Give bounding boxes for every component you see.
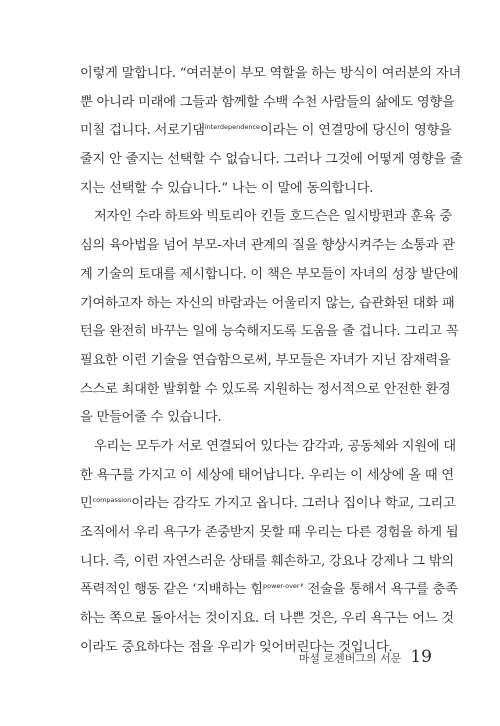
text-line: 우리는 모두가 서로 연결되어 있다는 감각과, 공동체와 지원에 대 (94, 438, 456, 454)
footnote-term-power-over: power-over (262, 582, 300, 591)
text-line: 뿐 아니라 미래에 그들과 함께할 수백 수천 사람들의 삶에도 영향을 (80, 94, 455, 110)
text-line: 필요한 이런 기술을 연습함으로써, 부모들은 자녀가 지닌 잠재력을 (80, 352, 451, 368)
text-line: 심의 육아법을 넘어 부모-자녀 관계의 질을 향상시켜주는 소통과 관 (80, 238, 455, 254)
text-line (80, 576, 458, 605)
text-line: 턴을 완전히 바꾸는 일에 능숙해지도록 도움을 줄 겁니다. 그리고 꼭 (80, 324, 459, 340)
text-fragment: 민 (80, 496, 93, 512)
body-text (80, 60, 463, 662)
text-line: 스스로 최대한 발휘할 수 있도록 지원하는 정서적으로 안전한 환경 (80, 381, 451, 397)
text-line (80, 117, 452, 146)
text-fragment: 미칠 겁니다. 서로기댐 (80, 123, 205, 139)
text-fragment: 이라는 이 연결망에 당신이 영향을 (260, 123, 452, 139)
text-line: 줄지 안 줄지는 선택할 수 없습니다. 그러나 그것에 어떻게 영향을 줄 (80, 152, 463, 168)
text-line: 니다. 즉, 이런 자연스러운 상태를 훼손하고, 강요나 강제나 그 밖의 (80, 553, 454, 569)
footnote-term-interdependence: interdependence (204, 123, 261, 132)
text-line: 저자인 수라 하트와 빅토리아 킨들 호드슨은 일시방편과 훈육 중 (94, 209, 452, 225)
page-footer (299, 647, 432, 667)
text-line: 이렇게 말합니다. “여러분이 부모 역할을 하는 방식이 여러분의 자녀 (80, 66, 462, 81)
text-line: 을 만들어줄 수 있습니다. (80, 410, 222, 426)
text-line: 계 기술의 토대를 제시합니다. 이 책은 부모들이 자녀의 성장 발단에 (80, 266, 459, 282)
footnote-term-compassion: compassion (92, 496, 132, 505)
text-fragment: ’ 전술을 통해서 욕구를 충족 (299, 582, 458, 598)
text-line: 기여하고자 하는 자신의 바람과는 어울리지 않는, 습관화된 대화 패 (80, 295, 455, 311)
text-line: 조직에서 우리 욕구가 존중받지 못할 때 우리는 다른 경험을 하게 됩 (80, 525, 459, 540)
text-line: 지는 선택할 수 있습니다.” 나는 이 말에 동의합니다. (80, 180, 374, 196)
text-line: 한 욕구를 가지고 이 세상에 태어납니다. 우리는 이 세상에 올 때 연 (80, 467, 454, 483)
text-line: 하는 쪽으로 돌아서는 것이지요. 더 나쁜 것은, 우리 욕구는 어느 것 (80, 611, 454, 627)
text-line: 이라도 중요하다는 점을 우리가 잊어버린다는 것입니다. (80, 639, 393, 655)
text-fragment: 이라는 감각도 가지고 옵니다. 그러나 집이나 학교, 그리고 (131, 496, 456, 512)
running-title: 마셜 로젠버그의 서문 (298, 652, 402, 665)
text-line (80, 490, 456, 519)
page-number: 19 (410, 647, 432, 667)
text-fragment: 폭력적인 행동 같은 ‘지배하는 힘 (80, 582, 263, 598)
